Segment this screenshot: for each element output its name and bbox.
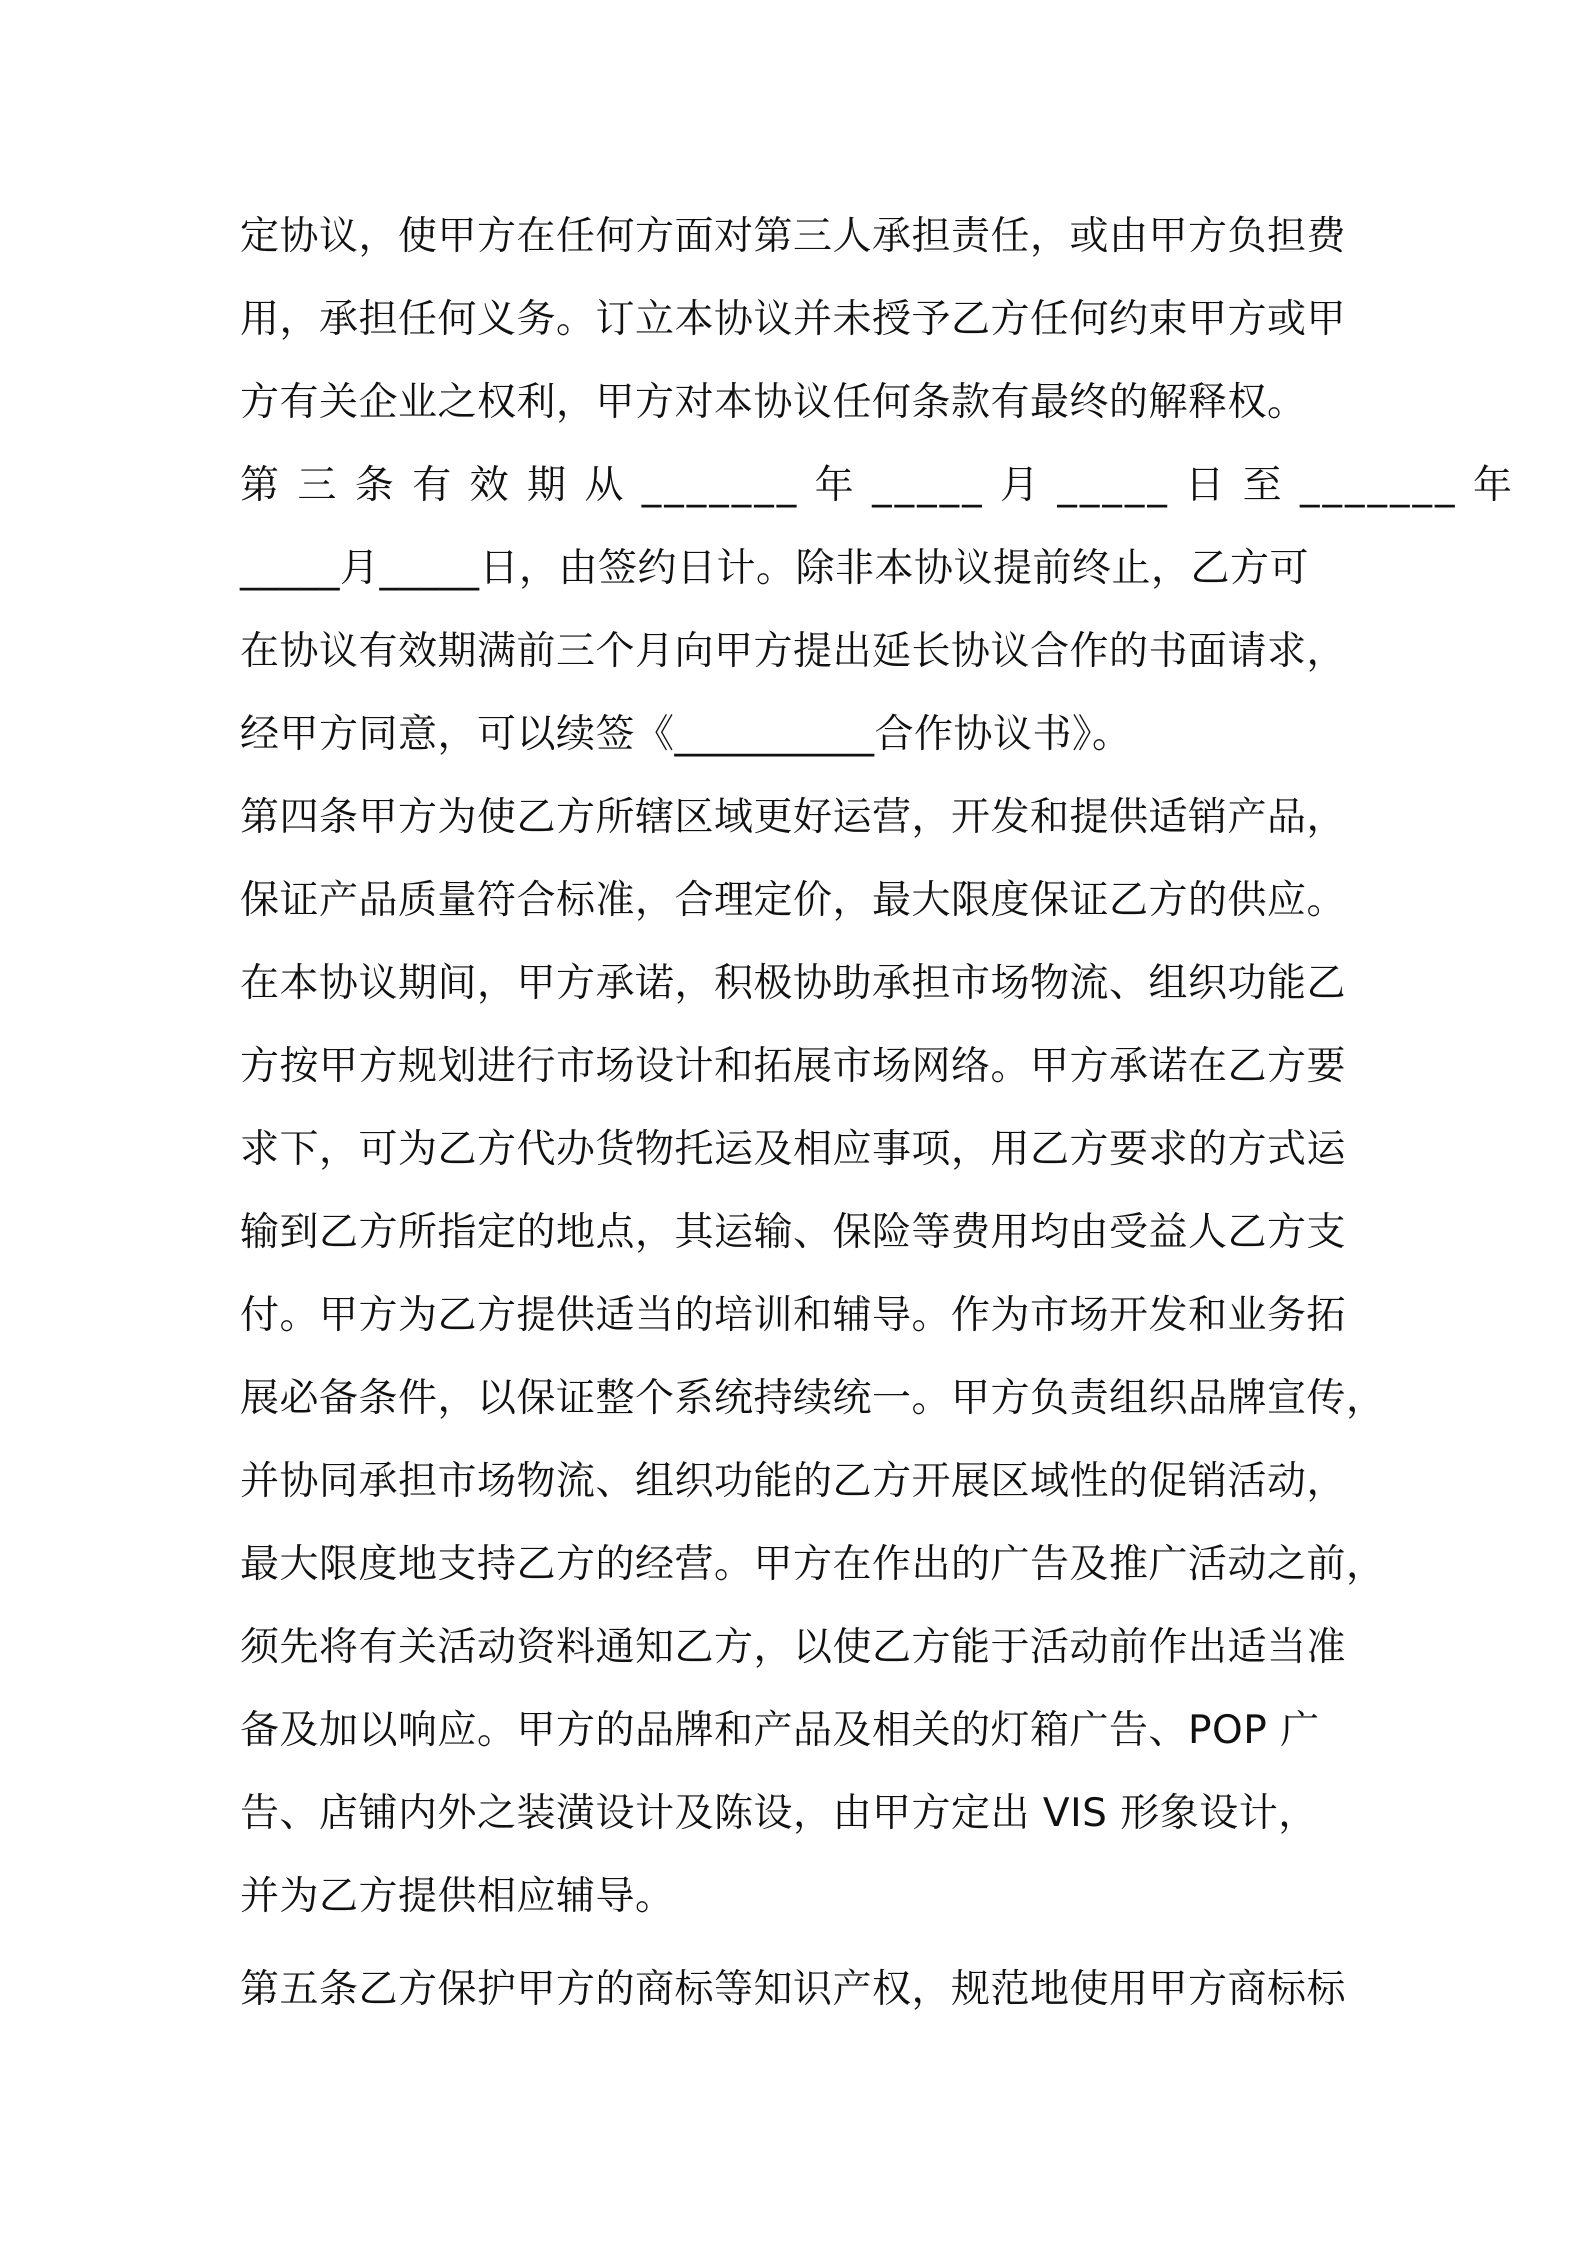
text-line: 用，承担任何义务。订立本协议并未授予乙方任何约束甲方或甲 <box>240 297 1347 342</box>
text-line: _____月_____日，由签约日计。除非本协议提前终止，乙方可 <box>240 546 1310 591</box>
text-line: 经甲方同意，可以续签《__________合作协议书》。 <box>240 712 1132 757</box>
article-3-heading-line: 第 三 条 有 效 期 从 _______ 年 _____ 月 _____ 日 至 _______ 年 <box>240 463 1515 508</box>
text-line: 展必备条件，以保证整个系统持续统一。甲方负责组织品牌宣传， <box>240 1376 1386 1421</box>
text-line: 定协议，使甲方在任何方面对第三人承担责任，或由甲方负担费 <box>240 214 1347 259</box>
text-line: 付。甲方为乙方提供适当的培训和辅导。作为市场开发和业务拓 <box>240 1293 1347 1338</box>
text-line: 备及加以响应。甲方的品牌和产品及相关的灯箱广告、POP 广 <box>240 1708 1320 1753</box>
text-line: 须先将有关活动资料通知乙方，以使乙方能于活动前作出适当准 <box>240 1625 1347 1670</box>
text-line: 最大限度地支持乙方的经营。甲方在作出的广告及推广活动之前， <box>240 1542 1386 1587</box>
text-line: 并为乙方提供相应辅导。 <box>240 1874 675 1919</box>
text-line: 并协同承担市场物流、组织功能的乙方开展区域性的促销活动， <box>240 1459 1347 1504</box>
text-line: 在本协议期间，甲方承诺，积极协助承担市场物流、组织功能乙 <box>240 961 1347 1006</box>
text-line: 方按甲方规划进行市场设计和拓展市场网络。甲方承诺在乙方要 <box>240 1044 1347 1089</box>
article-5-heading-line: 第五条乙方保护甲方的商标等知识产权，规范地使用甲方商标标 <box>240 1967 1347 2012</box>
text-line: 在协议有效期满前三个月向甲方提出延长协议合作的书面请求， <box>240 629 1347 674</box>
text-line: 求下，可为乙方代办货物托运及相应事项，用乙方要求的方式运 <box>240 1127 1347 1172</box>
text-line: 输到乙方所指定的地点，其运输、保险等费用均由受益人乙方支 <box>240 1210 1347 1255</box>
paragraph-gap <box>240 1938 1350 1948</box>
text-line: 方有关企业之权利，甲方对本协议任何条款有最终的解释权。 <box>240 380 1307 425</box>
article-4-heading-line: 第四条甲方为使乙方所辖区域更好运营，开发和提供适销产品， <box>240 795 1347 840</box>
document-body <box>240 195 1515 2031</box>
text-line: 保证产品质量符合标准，合理定价，最大限度保证乙方的供应。 <box>240 878 1347 923</box>
text-line: 告、店铺内外之装潢设计及陈设，由甲方定出 VIS 形象设计， <box>240 1791 1318 1836</box>
